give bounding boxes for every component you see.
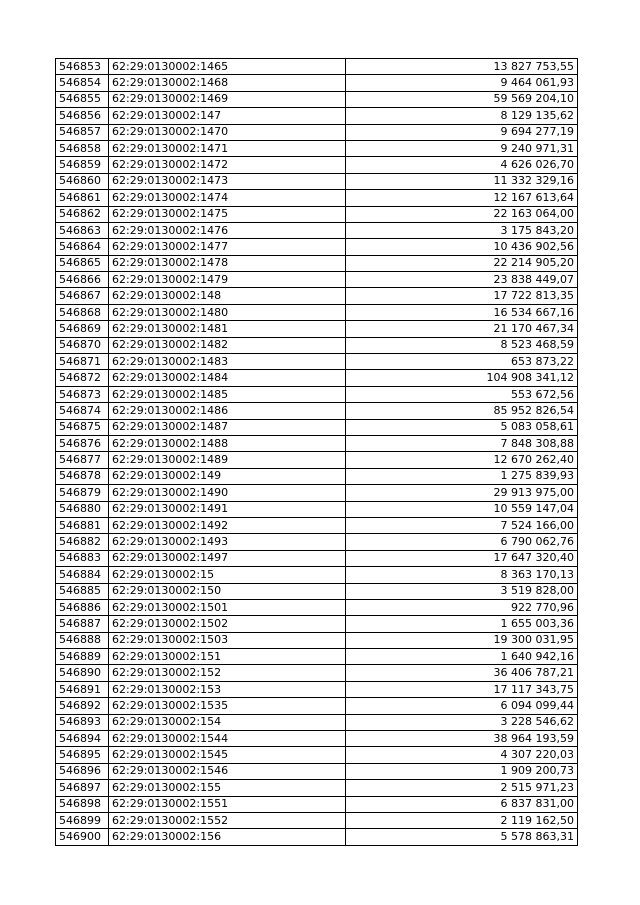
cadastral-value-cell: 29 913 975,00 bbox=[346, 485, 578, 501]
row-number-cell: 546855 bbox=[56, 91, 109, 107]
cadastral-number-cell: 62:29:0130002:15 bbox=[109, 567, 346, 583]
table-row bbox=[56, 517, 578, 533]
row-number-cell: 546863 bbox=[56, 222, 109, 238]
table-row bbox=[56, 534, 578, 550]
table-row bbox=[56, 337, 578, 353]
cadastral-number-cell: 62:29:0130002:1482 bbox=[109, 337, 346, 353]
row-number-cell: 546862 bbox=[56, 206, 109, 222]
row-number-cell: 546857 bbox=[56, 124, 109, 140]
cadastral-value-cell: 13 827 753,55 bbox=[346, 59, 578, 75]
document-page bbox=[55, 58, 578, 846]
cadastral-number-cell: 62:29:0130002:1478 bbox=[109, 255, 346, 271]
cadastral-value-cell: 9 694 277,19 bbox=[346, 124, 578, 140]
row-number-cell: 546899 bbox=[56, 812, 109, 828]
row-number-cell: 546853 bbox=[56, 59, 109, 75]
cadastral-value-cell: 1 275 839,93 bbox=[346, 468, 578, 484]
cadastral-number-cell: 62:29:0130002:1469 bbox=[109, 91, 346, 107]
table-row bbox=[56, 91, 578, 107]
table-row bbox=[56, 452, 578, 468]
table-row bbox=[56, 239, 578, 255]
row-number-cell: 546876 bbox=[56, 435, 109, 451]
cadastral-number-cell: 62:29:0130002:1471 bbox=[109, 140, 346, 156]
row-number-cell: 546865 bbox=[56, 255, 109, 271]
cadastral-value-cell: 1 655 003,36 bbox=[346, 616, 578, 632]
cadastral-value-cell: 38 964 193,59 bbox=[346, 731, 578, 747]
cadastral-value-cell: 104 908 341,12 bbox=[346, 370, 578, 386]
row-number-cell: 546871 bbox=[56, 354, 109, 370]
cadastral-value-cell: 59 569 204,10 bbox=[346, 91, 578, 107]
cadastral-number-cell: 62:29:0130002:1535 bbox=[109, 698, 346, 714]
cadastral-value-cell: 922 770,96 bbox=[346, 599, 578, 615]
cadastral-value-cell: 2 515 971,23 bbox=[346, 780, 578, 796]
cadastral-value-cell: 17 117 343,75 bbox=[346, 681, 578, 697]
table-row bbox=[56, 403, 578, 419]
row-number-cell: 546859 bbox=[56, 157, 109, 173]
row-number-cell: 546882 bbox=[56, 534, 109, 550]
table-row bbox=[56, 108, 578, 124]
cadastral-number-cell: 62:29:0130002:1546 bbox=[109, 763, 346, 779]
table-row bbox=[56, 665, 578, 681]
cadastral-number-cell: 62:29:0130002:1488 bbox=[109, 435, 346, 451]
cadastral-number-cell: 62:29:0130002:155 bbox=[109, 780, 346, 796]
cadastral-value-cell: 21 170 467,34 bbox=[346, 321, 578, 337]
cadastral-number-cell: 62:29:0130002:1483 bbox=[109, 354, 346, 370]
cadastral-number-cell: 62:29:0130002:154 bbox=[109, 714, 346, 730]
row-number-cell: 546866 bbox=[56, 272, 109, 288]
cadastral-value-table bbox=[55, 58, 578, 846]
cadastral-number-cell: 62:29:0130002:1490 bbox=[109, 485, 346, 501]
cadastral-value-cell: 8 363 170,13 bbox=[346, 567, 578, 583]
cadastral-number-cell: 62:29:0130002:1501 bbox=[109, 599, 346, 615]
row-number-cell: 546894 bbox=[56, 731, 109, 747]
table-row bbox=[56, 714, 578, 730]
cadastral-number-cell: 62:29:0130002:149 bbox=[109, 468, 346, 484]
table-row bbox=[56, 140, 578, 156]
row-number-cell: 546900 bbox=[56, 829, 109, 845]
cadastral-value-cell: 23 838 449,07 bbox=[346, 272, 578, 288]
cadastral-value-cell: 7 848 308,88 bbox=[346, 435, 578, 451]
cadastral-value-cell: 7 524 166,00 bbox=[346, 517, 578, 533]
row-number-cell: 546893 bbox=[56, 714, 109, 730]
cadastral-number-cell: 62:29:0130002:1470 bbox=[109, 124, 346, 140]
row-number-cell: 546869 bbox=[56, 321, 109, 337]
table-row bbox=[56, 419, 578, 435]
table-row bbox=[56, 550, 578, 566]
cadastral-number-cell: 62:29:0130002:148 bbox=[109, 288, 346, 304]
cadastral-value-cell: 1 909 200,73 bbox=[346, 763, 578, 779]
table-row bbox=[56, 649, 578, 665]
row-number-cell: 546880 bbox=[56, 501, 109, 517]
cadastral-value-cell: 3 519 828,00 bbox=[346, 583, 578, 599]
table-row bbox=[56, 190, 578, 206]
cadastral-number-cell: 62:29:0130002:1502 bbox=[109, 616, 346, 632]
table-row bbox=[56, 435, 578, 451]
table-row bbox=[56, 288, 578, 304]
cadastral-value-cell: 22 214 905,20 bbox=[346, 255, 578, 271]
cadastral-value-cell: 6 094 099,44 bbox=[346, 698, 578, 714]
cadastral-value-cell: 3 228 546,62 bbox=[346, 714, 578, 730]
cadastral-number-cell: 62:29:0130002:152 bbox=[109, 665, 346, 681]
cadastral-value-cell: 11 332 329,16 bbox=[346, 173, 578, 189]
row-number-cell: 546861 bbox=[56, 190, 109, 206]
cadastral-value-cell: 3 175 843,20 bbox=[346, 222, 578, 238]
table-row bbox=[56, 468, 578, 484]
cadastral-number-cell: 62:29:0130002:1472 bbox=[109, 157, 346, 173]
cadastral-value-cell: 8 129 135,62 bbox=[346, 108, 578, 124]
row-number-cell: 546875 bbox=[56, 419, 109, 435]
cadastral-value-cell: 19 300 031,95 bbox=[346, 632, 578, 648]
table-row bbox=[56, 255, 578, 271]
cadastral-value-cell: 17 722 813,35 bbox=[346, 288, 578, 304]
table-row bbox=[56, 829, 578, 845]
cadastral-number-cell: 62:29:0130002:1477 bbox=[109, 239, 346, 255]
cadastral-number-cell: 62:29:0130002:1480 bbox=[109, 304, 346, 320]
table-row bbox=[56, 59, 578, 75]
cadastral-number-cell: 62:29:0130002:1497 bbox=[109, 550, 346, 566]
row-number-cell: 546884 bbox=[56, 567, 109, 583]
table-row bbox=[56, 501, 578, 517]
cadastral-number-cell: 62:29:0130002:150 bbox=[109, 583, 346, 599]
table-row bbox=[56, 747, 578, 763]
cadastral-number-cell: 62:29:0130002:1545 bbox=[109, 747, 346, 763]
table-row bbox=[56, 812, 578, 828]
table-row bbox=[56, 124, 578, 140]
cadastral-value-cell: 4 626 026,70 bbox=[346, 157, 578, 173]
table-row bbox=[56, 485, 578, 501]
table-row bbox=[56, 583, 578, 599]
cadastral-number-cell: 62:29:0130002:1551 bbox=[109, 796, 346, 812]
row-number-cell: 546870 bbox=[56, 337, 109, 353]
table-row bbox=[56, 75, 578, 91]
cadastral-value-cell: 8 523 468,59 bbox=[346, 337, 578, 353]
cadastral-value-cell: 6 837 831,00 bbox=[346, 796, 578, 812]
cadastral-value-cell: 2 119 162,50 bbox=[346, 812, 578, 828]
cadastral-number-cell: 62:29:0130002:1503 bbox=[109, 632, 346, 648]
cadastral-value-cell: 1 640 942,16 bbox=[346, 649, 578, 665]
row-number-cell: 546872 bbox=[56, 370, 109, 386]
row-number-cell: 546860 bbox=[56, 173, 109, 189]
table-row bbox=[56, 681, 578, 697]
cadastral-value-cell: 6 790 062,76 bbox=[346, 534, 578, 550]
table-row bbox=[56, 698, 578, 714]
cadastral-value-cell: 9 240 971,31 bbox=[346, 140, 578, 156]
cadastral-number-cell: 62:29:0130002:153 bbox=[109, 681, 346, 697]
row-number-cell: 546892 bbox=[56, 698, 109, 714]
cadastral-number-cell: 62:29:0130002:1474 bbox=[109, 190, 346, 206]
table-row bbox=[56, 780, 578, 796]
cadastral-number-cell: 62:29:0130002:1544 bbox=[109, 731, 346, 747]
table-row bbox=[56, 567, 578, 583]
row-number-cell: 546896 bbox=[56, 763, 109, 779]
row-number-cell: 546886 bbox=[56, 599, 109, 615]
row-number-cell: 546883 bbox=[56, 550, 109, 566]
table-row bbox=[56, 616, 578, 632]
cadastral-number-cell: 62:29:0130002:156 bbox=[109, 829, 346, 845]
table-row bbox=[56, 304, 578, 320]
cadastral-number-cell: 62:29:0130002:147 bbox=[109, 108, 346, 124]
cadastral-number-cell: 62:29:0130002:1491 bbox=[109, 501, 346, 517]
table-row bbox=[56, 222, 578, 238]
cadastral-value-cell: 36 406 787,21 bbox=[346, 665, 578, 681]
cadastral-number-cell: 62:29:0130002:1486 bbox=[109, 403, 346, 419]
cadastral-number-cell: 62:29:0130002:1473 bbox=[109, 173, 346, 189]
cadastral-number-cell: 62:29:0130002:1479 bbox=[109, 272, 346, 288]
cadastral-value-cell: 5 578 863,31 bbox=[346, 829, 578, 845]
row-number-cell: 546858 bbox=[56, 140, 109, 156]
row-number-cell: 546878 bbox=[56, 468, 109, 484]
cadastral-number-cell: 62:29:0130002:1492 bbox=[109, 517, 346, 533]
cadastral-value-cell: 9 464 061,93 bbox=[346, 75, 578, 91]
cadastral-number-cell: 62:29:0130002:1489 bbox=[109, 452, 346, 468]
row-number-cell: 546868 bbox=[56, 304, 109, 320]
cadastral-number-cell: 62:29:0130002:1493 bbox=[109, 534, 346, 550]
row-number-cell: 546874 bbox=[56, 403, 109, 419]
row-number-cell: 546856 bbox=[56, 108, 109, 124]
cadastral-value-cell: 10 436 902,56 bbox=[346, 239, 578, 255]
row-number-cell: 546897 bbox=[56, 780, 109, 796]
cadastral-number-cell: 62:29:0130002:1476 bbox=[109, 222, 346, 238]
table-row bbox=[56, 157, 578, 173]
cadastral-value-cell: 22 163 064,00 bbox=[346, 206, 578, 222]
cadastral-value-cell: 653 873,22 bbox=[346, 354, 578, 370]
cadastral-number-cell: 62:29:0130002:1552 bbox=[109, 812, 346, 828]
cadastral-number-cell: 62:29:0130002:1484 bbox=[109, 370, 346, 386]
row-number-cell: 546873 bbox=[56, 386, 109, 402]
row-number-cell: 546885 bbox=[56, 583, 109, 599]
table-row bbox=[56, 386, 578, 402]
row-number-cell: 546864 bbox=[56, 239, 109, 255]
row-number-cell: 546888 bbox=[56, 632, 109, 648]
row-number-cell: 546889 bbox=[56, 649, 109, 665]
table-row bbox=[56, 632, 578, 648]
cadastral-value-cell: 17 647 320,40 bbox=[346, 550, 578, 566]
row-number-cell: 546854 bbox=[56, 75, 109, 91]
cadastral-number-cell: 62:29:0130002:1481 bbox=[109, 321, 346, 337]
row-number-cell: 546877 bbox=[56, 452, 109, 468]
cadastral-value-cell: 4 307 220,03 bbox=[346, 747, 578, 763]
cadastral-number-cell: 62:29:0130002:151 bbox=[109, 649, 346, 665]
cadastral-value-cell: 85 952 826,54 bbox=[346, 403, 578, 419]
table-row bbox=[56, 321, 578, 337]
cadastral-value-cell: 5 083 058,61 bbox=[346, 419, 578, 435]
table-row bbox=[56, 796, 578, 812]
table-row bbox=[56, 272, 578, 288]
cadastral-value-cell: 10 559 147,04 bbox=[346, 501, 578, 517]
table-row bbox=[56, 763, 578, 779]
table-row bbox=[56, 731, 578, 747]
table-row bbox=[56, 370, 578, 386]
row-number-cell: 546881 bbox=[56, 517, 109, 533]
cadastral-value-cell: 16 534 667,16 bbox=[346, 304, 578, 320]
cadastral-value-cell: 12 167 613,64 bbox=[346, 190, 578, 206]
cadastral-value-cell: 553 672,56 bbox=[346, 386, 578, 402]
row-number-cell: 546887 bbox=[56, 616, 109, 632]
cadastral-number-cell: 62:29:0130002:1465 bbox=[109, 59, 346, 75]
row-number-cell: 546891 bbox=[56, 681, 109, 697]
row-number-cell: 546898 bbox=[56, 796, 109, 812]
table-body bbox=[56, 59, 578, 846]
cadastral-number-cell: 62:29:0130002:1487 bbox=[109, 419, 346, 435]
row-number-cell: 546895 bbox=[56, 747, 109, 763]
cadastral-number-cell: 62:29:0130002:1485 bbox=[109, 386, 346, 402]
row-number-cell: 546867 bbox=[56, 288, 109, 304]
table-row bbox=[56, 206, 578, 222]
cadastral-number-cell: 62:29:0130002:1475 bbox=[109, 206, 346, 222]
row-number-cell: 546879 bbox=[56, 485, 109, 501]
table-row bbox=[56, 599, 578, 615]
row-number-cell: 546890 bbox=[56, 665, 109, 681]
cadastral-value-cell: 12 670 262,40 bbox=[346, 452, 578, 468]
cadastral-number-cell: 62:29:0130002:1468 bbox=[109, 75, 346, 91]
table-row bbox=[56, 173, 578, 189]
table-row bbox=[56, 354, 578, 370]
